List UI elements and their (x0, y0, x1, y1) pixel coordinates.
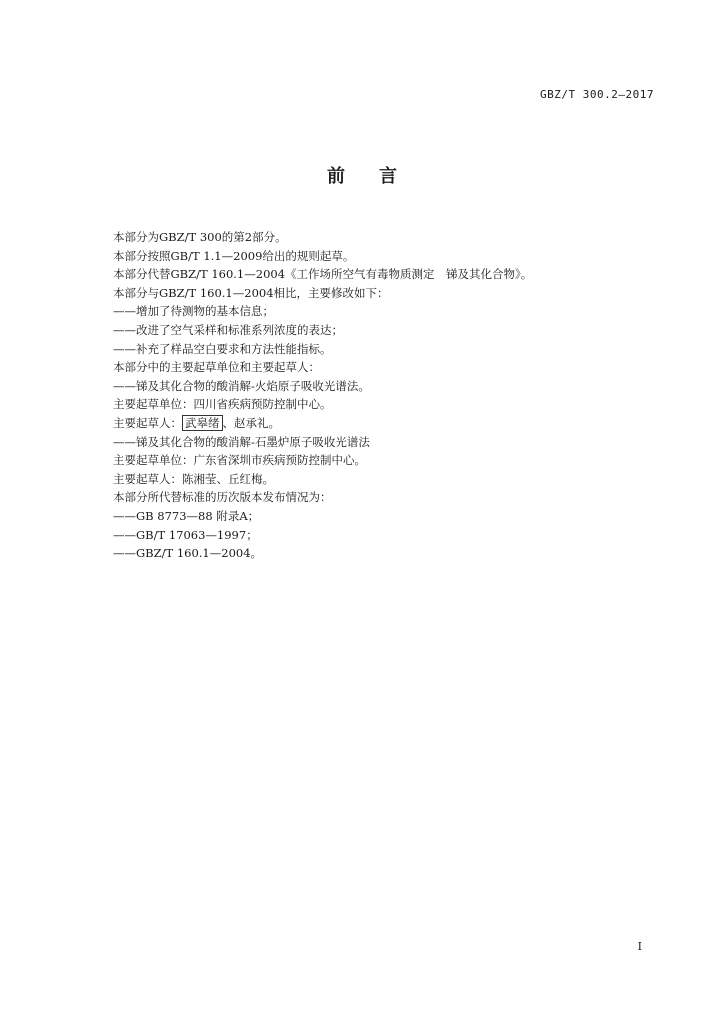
paragraph-line: 本部分与GBZ/T 160.1—2004相比，主要修改如下： (113, 285, 389, 300)
paragraph-line: 本部分为GBZ/T 300的第2部分。 (113, 230, 287, 244)
list-item: ——补充了样品空白要求和方法性能指标。 (113, 341, 332, 356)
boxed-drafter-name: 武皋绪 (182, 415, 223, 431)
paragraph-line: 主要起草人：陈湘莹、丘红梅。 (113, 471, 274, 486)
list-item: ——GB 8773—88 附录A； (113, 508, 260, 523)
drafters-line (113, 414, 653, 433)
paragraph-line: 本部分按照GB/T 1.1—2009给出的规则起草。 (113, 248, 355, 263)
paragraph-line: 主要起草单位：广东省深圳市疾病预防控制中心。 (113, 453, 366, 468)
paragraph-line: 本部分代替GBZ/T 160.1—2004《工作场所空气有毒物质测定 锑及其化合物》。 (113, 267, 533, 282)
page-number: I (637, 940, 642, 953)
list-item: ——增加了待测物的基本信息； (113, 304, 274, 319)
page-title (0, 162, 724, 188)
drafters-suffix: 、赵承礼。 (222, 415, 280, 430)
list-item: ——改进了空气采样和标准系列浓度的表达； (113, 322, 343, 337)
list-item: ——锑及其化合物的酸消解-火焰原子吸收光谱法。 (113, 378, 370, 393)
title-char-2: 言 (379, 166, 397, 187)
foreword-body (113, 228, 653, 563)
paragraph-line: 主要起草单位：四川省疾病预防控制中心。 (113, 397, 332, 412)
paragraph-line: 本部分所代替标准的历次版本发布情况为： (113, 490, 332, 505)
list-item: ——锑及其化合物的酸消解-石墨炉原子吸收光谱法 (113, 434, 370, 449)
paragraph-line: 本部分中的主要起草单位和主要起草人： (113, 360, 320, 375)
drafters-prefix: 主要起草人： (113, 415, 182, 430)
title-char-1: 前 (327, 166, 345, 187)
standard-code-header: GBZ/T 300.2—2017 (540, 88, 654, 101)
list-item: ——GBZ/T 160.1—2004。 (113, 546, 263, 561)
list-item: ——GB/T 17063—1997； (113, 527, 258, 542)
